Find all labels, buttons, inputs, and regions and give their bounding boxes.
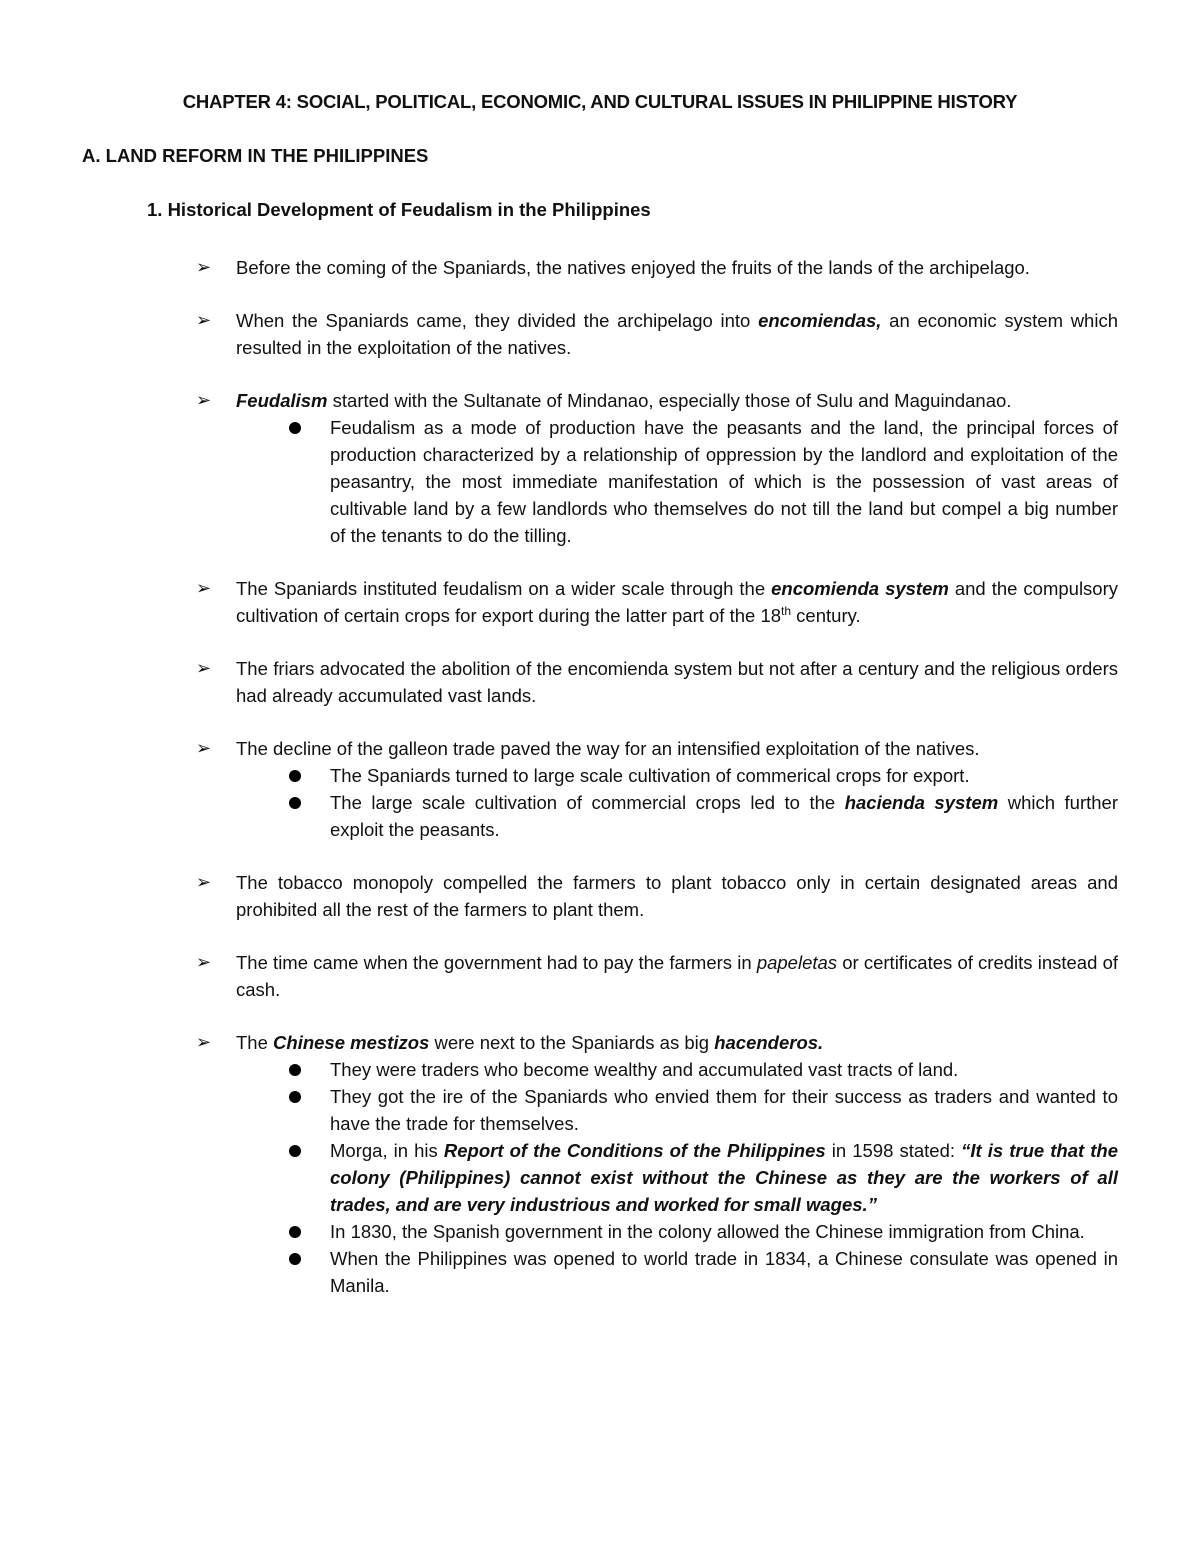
- sub-bullet-item: [330, 1056, 1118, 1083]
- text-run: th: [781, 603, 792, 618]
- bullet-list: [196, 254, 1118, 1325]
- arrow-bullet-icon: ➢: [196, 738, 212, 758]
- arrow-bullet-icon: ➢: [196, 872, 212, 892]
- sub-bullet-item: [330, 1083, 1118, 1137]
- text-run: hacenderos.: [714, 1032, 824, 1053]
- subsection-heading: 1. Historical Development of Feudalism in the Philippines: [147, 199, 651, 220]
- bullet-item: [196, 1029, 1118, 1299]
- text-run: The time came when the government had to pay the farmers in: [236, 952, 757, 973]
- sub-bullet-list: [236, 1056, 1118, 1299]
- arrow-bullet-icon: ➢: [196, 658, 212, 678]
- text-run: Morga, in his: [330, 1140, 444, 1161]
- text-run: an economic system which resulted in the exploitation of the natives.: [236, 310, 1118, 358]
- filled-circle-bullet-icon: [289, 770, 301, 782]
- text-run: century.: [791, 605, 861, 626]
- chapter-title: CHAPTER 4: SOCIAL, POLITICAL, ECONOMIC, AND CULTURAL ISSUES IN PHILIPPINE HISTORY: [182, 91, 1018, 112]
- sub-bullet-text: [330, 1218, 1118, 1245]
- text-run: were next to the Spaniards as big: [429, 1032, 715, 1053]
- bullet-item: [196, 869, 1118, 923]
- filled-circle-bullet-icon: [289, 797, 301, 809]
- text-run: which further exploit the peasants.: [330, 792, 1119, 840]
- text-run: The Spaniards turned to large scale cultivation of commerical crops for export.: [330, 765, 970, 786]
- text-run: Feudalism: [236, 390, 328, 411]
- sub-bullet-list: [236, 414, 1118, 549]
- text-run: They were traders who become wealthy and accumulated vast tracts of land.: [330, 1059, 959, 1080]
- bullet-text: [236, 1029, 1118, 1056]
- sub-bullet-text: [330, 1245, 1118, 1299]
- bullet-item: [196, 735, 1118, 843]
- bullet-item: [196, 655, 1118, 709]
- filled-circle-bullet-icon: [289, 1226, 301, 1238]
- filled-circle-bullet-icon: [289, 1145, 301, 1157]
- text-run: Before the coming of the Spaniards, the natives enjoyed the fruits of the lands of the archipelago.: [236, 257, 1030, 278]
- text-run: Chinese mestizos: [273, 1032, 430, 1053]
- arrow-bullet-icon: ➢: [196, 1032, 212, 1052]
- text-run: The decline of the galleon trade paved the way for an intensified exploitation of the natives.: [236, 738, 980, 759]
- text-run: They got the ire of the Spaniards who envied them for their success as traders and wanted to have the trade for themselves.: [330, 1086, 1118, 1134]
- text-run: “It is true that the colony (Philippines) cannot exist without the Chinese as they are the workers of all trades, and are very industrious and worked for small wages.”: [330, 1140, 1119, 1215]
- bullet-text: [236, 575, 1118, 629]
- bullet-text: [236, 735, 1118, 762]
- sub-bullet-item: [330, 414, 1118, 549]
- arrow-bullet-icon: ➢: [196, 257, 212, 277]
- bullet-item: [196, 575, 1118, 629]
- sub-bullet-item: [330, 1245, 1118, 1299]
- bullet-text: [236, 949, 1118, 1003]
- filled-circle-bullet-icon: [289, 1091, 301, 1103]
- bullet-item: [196, 387, 1118, 549]
- bullet-item: [196, 307, 1118, 361]
- text-run: or certificates of credits instead of cash.: [236, 952, 1118, 1000]
- arrow-bullet-icon: ➢: [196, 952, 212, 972]
- bullet-text: [236, 655, 1118, 709]
- text-run: When the Spaniards came, they divided the archipelago into: [236, 310, 759, 331]
- text-run: encomienda system: [771, 578, 949, 599]
- text-run: The: [236, 1032, 274, 1053]
- filled-circle-bullet-icon: [289, 1253, 301, 1265]
- bullet-text: [236, 254, 1118, 281]
- sub-bullet-item: [330, 1137, 1118, 1218]
- text-run: and the compulsory cultivation of certain crops for export during the latter part of the 18: [236, 578, 1119, 626]
- text-run: When the Philippines was opened to world trade in 1834, a Chinese consulate was opened in Manila.: [330, 1248, 1118, 1296]
- bullet-text: [236, 869, 1118, 923]
- bullet-item: [196, 254, 1118, 281]
- sub-bullet-item: [330, 1218, 1118, 1245]
- bullet-item: [196, 949, 1118, 1003]
- text-run: The friars advocated the abolition of the encomienda system but not after a century and the religious orders had already accumulated vast lands.: [236, 658, 1118, 706]
- text-run: The tobacco monopoly compelled the farmers to plant tobacco only in certain designated areas and prohibited all the rest of the farmers to plant them.: [236, 872, 1118, 920]
- text-run: Feudalism as a mode of production have the peasants and the land, the principal forces of production characterized by a relationship of oppression by the landlord and exploitation of the peasantry, the most immediate manifestation of which is the possession of vast areas of cultivable land by a few landlords who themselves do not till the land but compel a big number of the tenants to do the tilling.: [330, 417, 1118, 546]
- sub-bullet-list: [236, 762, 1118, 843]
- text-run: papeletas: [756, 952, 838, 973]
- sub-bullet-text: [330, 789, 1118, 843]
- arrow-bullet-icon: ➢: [196, 310, 212, 330]
- arrow-bullet-icon: ➢: [196, 390, 212, 410]
- text-run: hacienda system: [844, 792, 999, 813]
- text-run: encomiendas,: [758, 310, 882, 331]
- filled-circle-bullet-icon: [289, 1064, 301, 1076]
- arrow-bullet-icon: ➢: [196, 578, 212, 598]
- filled-circle-bullet-icon: [289, 422, 301, 434]
- bullet-text: [236, 307, 1118, 361]
- text-run: In 1830, the Spanish government in the colony allowed the Chinese immigration from China.: [330, 1221, 1085, 1242]
- sub-bullet-text: [330, 762, 1118, 789]
- section-heading: A. LAND REFORM IN THE PHILIPPINES: [82, 145, 429, 166]
- sub-bullet-text: [330, 1083, 1118, 1137]
- text-run: The large scale cultivation of commercial crops led to the: [330, 792, 845, 813]
- text-run: Report of the Conditions of the Philippines: [443, 1140, 826, 1161]
- text-run: The Spaniards instituted feudalism on a wider scale through the: [236, 578, 772, 599]
- sub-bullet-item: [330, 789, 1118, 843]
- text-run: in 1598 stated:: [825, 1140, 962, 1161]
- sub-bullet-text: [330, 1056, 1118, 1083]
- bullet-text: [236, 387, 1118, 414]
- sub-bullet-text: [330, 1137, 1118, 1218]
- sub-bullet-item: [330, 762, 1118, 789]
- sub-bullet-text: [330, 414, 1118, 549]
- text-run: started with the Sultanate of Mindanao, especially those of Sulu and Maguindanao.: [327, 390, 1012, 411]
